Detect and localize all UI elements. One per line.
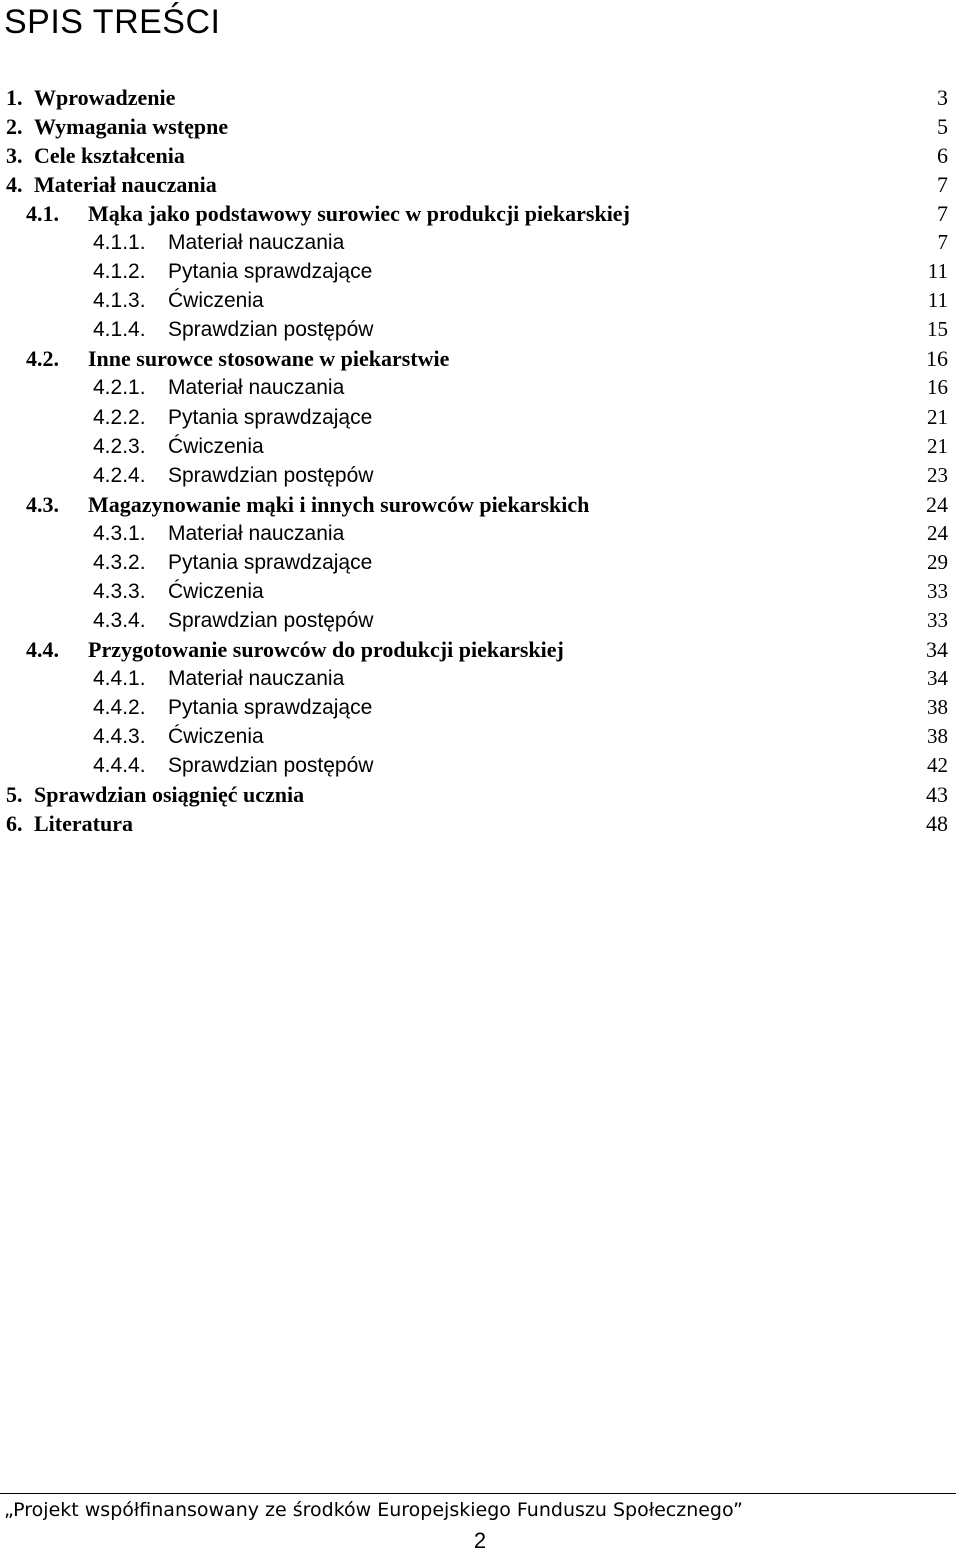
toc-entry-title: Ćwiczenia bbox=[168, 579, 264, 603]
toc-entry-page: 48 bbox=[926, 811, 948, 837]
toc-entry-title: Sprawdzian postępów bbox=[168, 754, 374, 778]
toc-entry-number: 6. bbox=[6, 811, 23, 837]
toc-entry-title: Pytania sprawdzające bbox=[168, 260, 373, 284]
toc-entry-title: Mąka jako podstawowy surowiec w produkcji piekarskiej bbox=[88, 201, 630, 227]
toc-entry-number: 4.4. bbox=[26, 636, 59, 662]
toc-entry-number: 4.2.4. bbox=[93, 463, 146, 487]
toc-entry-page: 3 bbox=[937, 85, 948, 110]
toc-entry-page: 7 bbox=[937, 201, 948, 227]
toc-entry[interactable] bbox=[0, 693, 960, 722]
toc-entry-title: Ćwiczenia bbox=[168, 434, 264, 458]
toc-entry-number: 5. bbox=[6, 782, 23, 808]
toc-entry-page: 34 bbox=[927, 665, 948, 690]
toc-entry-number: 4.1.3. bbox=[93, 289, 146, 313]
toc-entry-page: 42 bbox=[927, 753, 948, 778]
toc-entry-title: Przygotowanie surowców do produkcji piekarskiej bbox=[88, 636, 564, 662]
toc-entry-title: Pytania sprawdzające bbox=[168, 550, 373, 574]
toc-entry[interactable] bbox=[0, 664, 960, 693]
toc-entry[interactable] bbox=[0, 432, 960, 461]
toc-entry[interactable] bbox=[0, 403, 960, 432]
toc-entry[interactable] bbox=[0, 315, 960, 344]
toc-entry-title: Materiał nauczania bbox=[168, 521, 345, 545]
toc-entry-title: Sprawdzian postępów bbox=[168, 608, 374, 632]
toc-entry-page: 24 bbox=[926, 491, 948, 517]
toc-entry-number: 4.1.4. bbox=[93, 318, 146, 342]
toc-entry[interactable] bbox=[0, 344, 960, 373]
toc-entry-number: 4.2.3. bbox=[93, 434, 146, 458]
toc-entry-title: Wprowadzenie bbox=[34, 85, 176, 110]
toc-entry[interactable] bbox=[0, 577, 960, 606]
toc-entry-number: 4.3.4. bbox=[93, 608, 146, 632]
toc-entry-title: Materiał nauczania bbox=[34, 172, 217, 198]
toc-entry-number: 4.2.1. bbox=[93, 376, 146, 400]
toc-entry-number: 4.1.2. bbox=[93, 260, 146, 284]
toc-entry[interactable] bbox=[0, 490, 960, 519]
toc-entry-number: 4.4.1. bbox=[93, 666, 146, 690]
toc-entry-page: 11 bbox=[927, 288, 948, 313]
toc-entry[interactable] bbox=[0, 519, 960, 548]
toc-entry[interactable] bbox=[0, 170, 960, 199]
toc-entry-title: Materiał nauczania bbox=[168, 231, 345, 255]
toc-entry-number: 4.1. bbox=[26, 201, 59, 227]
toc-entry[interactable] bbox=[0, 257, 960, 286]
toc-entry[interactable] bbox=[0, 606, 960, 635]
toc-entry-page: 33 bbox=[927, 578, 948, 603]
page-title: SPIS TREŚCI bbox=[4, 3, 221, 41]
toc-entry-number: 4.3.3. bbox=[93, 579, 146, 603]
toc-entry[interactable] bbox=[0, 461, 960, 490]
toc-entry-page: 6 bbox=[937, 143, 948, 169]
toc-entry-title: Materiał nauczania bbox=[168, 376, 345, 400]
toc-entry-page: 33 bbox=[927, 607, 948, 632]
toc-entry[interactable] bbox=[0, 373, 960, 402]
toc-entry-number: 4.1.1. bbox=[93, 231, 146, 255]
toc-entry[interactable] bbox=[0, 228, 960, 257]
toc-entry-page: 7 bbox=[937, 230, 948, 255]
toc-entry[interactable] bbox=[0, 751, 960, 780]
toc-entry[interactable] bbox=[0, 112, 960, 141]
toc-entry[interactable] bbox=[0, 548, 960, 577]
toc-entry-title: Literatura bbox=[34, 811, 133, 837]
toc-entry-number: 4.3.1. bbox=[93, 521, 146, 545]
toc-entry-page: 16 bbox=[926, 346, 948, 372]
toc-entry[interactable] bbox=[0, 286, 960, 315]
toc-entry-number: 4.4.2. bbox=[93, 695, 146, 719]
toc-entry-page: 7 bbox=[937, 172, 948, 198]
toc-entry-title: Ćwiczenia bbox=[168, 289, 264, 313]
toc-entry-number: 4.3. bbox=[26, 491, 59, 517]
toc-entry-page: 5 bbox=[937, 114, 948, 140]
toc-entry-number: 4.3.2. bbox=[93, 550, 146, 574]
toc-entry-number: 4.2.2. bbox=[93, 405, 146, 429]
toc-entry-title: Pytania sprawdzające bbox=[168, 405, 373, 429]
toc-entry-title: Wymagania wstępne bbox=[34, 114, 229, 140]
footer-divider bbox=[0, 1493, 956, 1494]
toc-entry-page: 43 bbox=[926, 782, 948, 808]
toc-entry[interactable] bbox=[0, 722, 960, 751]
toc-entry-title: Ćwiczenia bbox=[168, 725, 264, 749]
toc-entry-title: Magazynowanie mąki i innych surowców piekarskich bbox=[88, 491, 590, 517]
toc-entry-page: 21 bbox=[927, 404, 948, 429]
toc-entry-number: 4.4.4. bbox=[93, 754, 146, 778]
toc-entry-page: 29 bbox=[927, 549, 948, 574]
toc-entry-title: Sprawdzian postępów bbox=[168, 318, 374, 342]
toc-entry-page: 38 bbox=[927, 694, 948, 719]
toc-entry[interactable] bbox=[0, 141, 960, 170]
toc-entry-number: 4. bbox=[6, 172, 23, 198]
toc-entry[interactable] bbox=[0, 83, 960, 112]
toc-entry-number: 4.2. bbox=[26, 346, 59, 372]
page-number: 2 bbox=[473, 1528, 487, 1553]
toc-entry-page: 24 bbox=[927, 520, 948, 545]
toc-entry-title: Inne surowce stosowane w piekarstwie bbox=[88, 346, 450, 372]
toc-entry-title: Sprawdzian postępów bbox=[168, 463, 374, 487]
toc-entry[interactable] bbox=[0, 635, 960, 664]
toc-entry-page: 34 bbox=[926, 636, 948, 662]
toc-entry-number: 2. bbox=[6, 114, 23, 140]
toc-entry[interactable] bbox=[0, 809, 960, 838]
toc-entry-number: 1. bbox=[6, 85, 23, 110]
toc-entry-page: 15 bbox=[927, 317, 948, 342]
toc-entry[interactable] bbox=[0, 780, 960, 809]
toc-entry-page: 11 bbox=[927, 259, 948, 284]
toc-entry-page: 21 bbox=[927, 433, 948, 458]
toc-entry-number: 3. bbox=[6, 143, 23, 169]
toc-entry-page: 38 bbox=[927, 724, 948, 749]
toc-entry-title: Pytania sprawdzające bbox=[168, 695, 373, 719]
toc-entry-title: Materiał nauczania bbox=[168, 666, 345, 690]
toc-entry-page: 23 bbox=[927, 462, 948, 487]
toc-entry-title: Cele kształcenia bbox=[34, 143, 185, 169]
toc-entry-number: 4.4.3. bbox=[93, 725, 146, 749]
footer-funding-note: „Projekt współfinansowany ze środków Europejskiego Funduszu Społecznego” bbox=[4, 1499, 743, 1521]
table-of-contents bbox=[0, 83, 960, 838]
toc-entry-page: 16 bbox=[927, 375, 948, 400]
toc-entry[interactable] bbox=[0, 199, 960, 228]
toc-entry-title: Sprawdzian osiągnięć ucznia bbox=[34, 782, 305, 808]
